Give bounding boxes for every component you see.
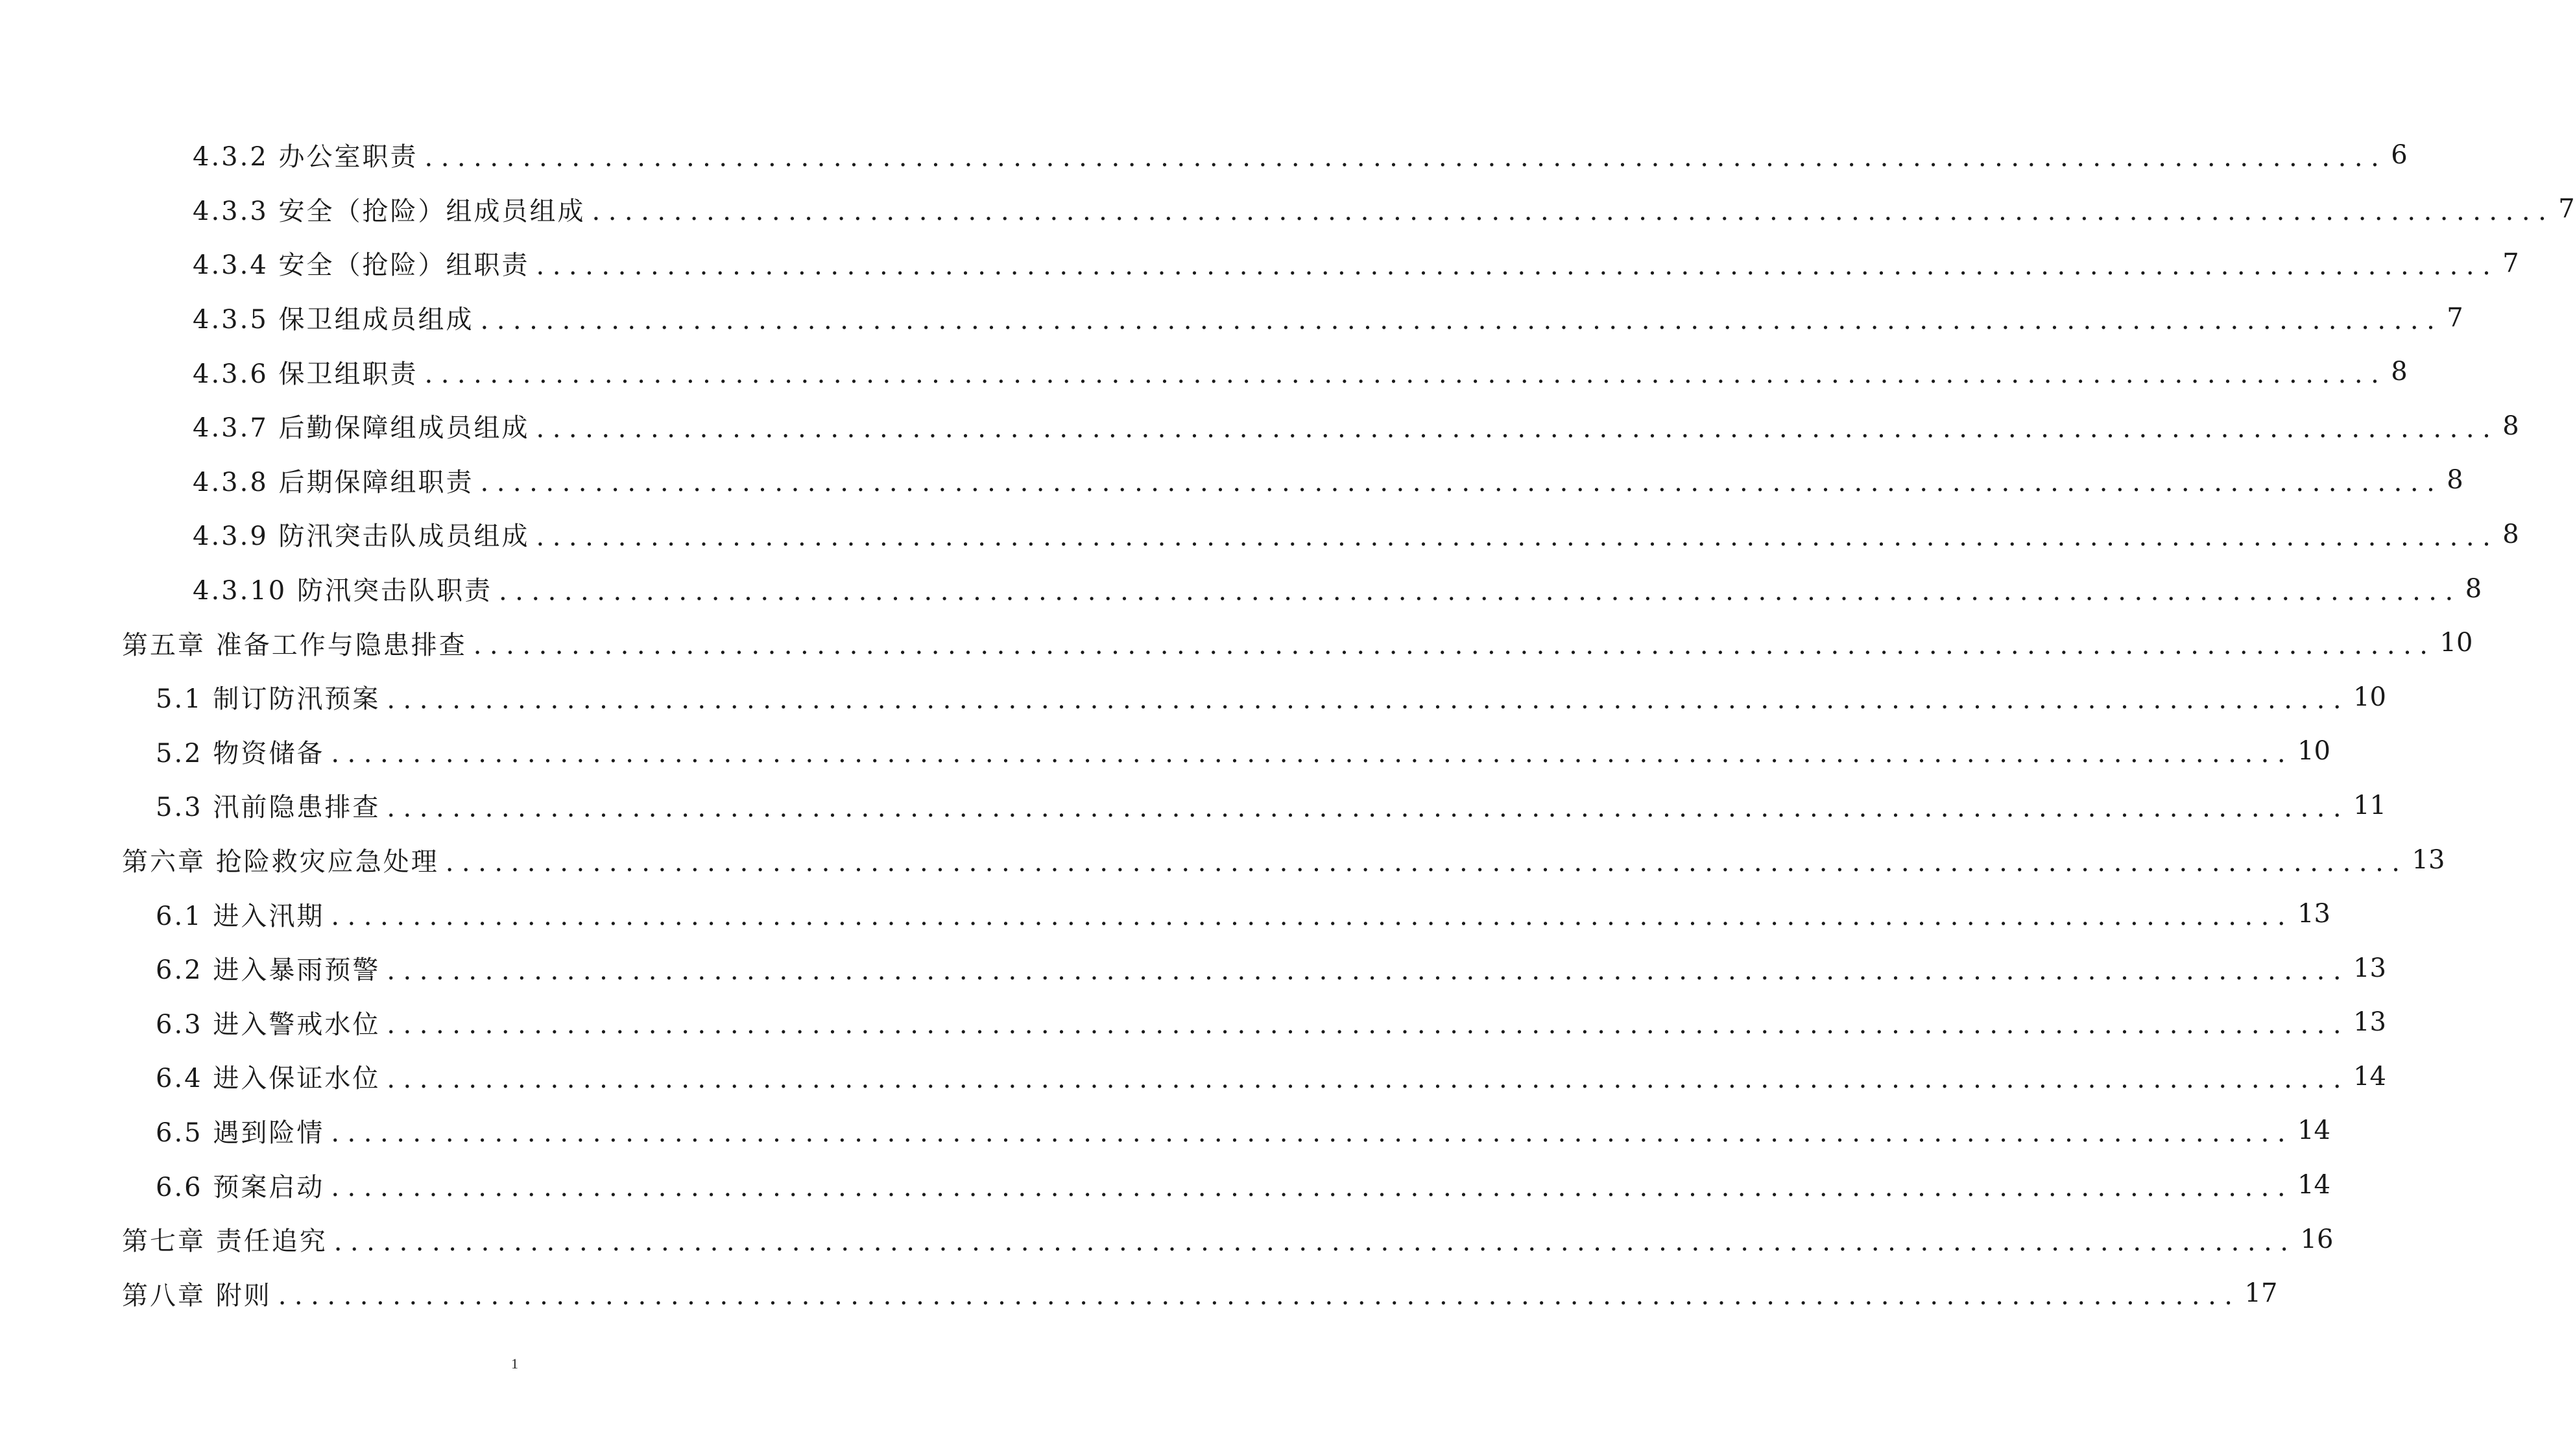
toc-dot-leader: ........................................................................................................................: [536, 250, 2499, 281]
page-number: 1: [511, 1355, 518, 1372]
toc-entry-page: 14: [2297, 1116, 2331, 1146]
toc-entry-page: 14: [2297, 1170, 2331, 1200]
toc-entry-title: 6.1 进入汛期: [156, 901, 325, 931]
table-of-contents: [0, 128, 2575, 1320]
toc-dot-leader: ........................................................................................................................: [424, 359, 2388, 390]
toc-entry-page: 10: [2353, 682, 2387, 712]
toc-dot-leader: ........................................................................................................................: [387, 1064, 2350, 1094]
toc-entry[interactable]: [0, 778, 2387, 833]
toc-entry-page: 10: [2297, 736, 2331, 767]
toc-entry-page: 13: [2353, 953, 2387, 983]
toc-entry[interactable]: [0, 1104, 2331, 1158]
toc-dot-leader: ........................................................................................................................: [592, 197, 2555, 227]
toc-entry[interactable]: [0, 941, 2387, 996]
toc-entry[interactable]: [0, 670, 2387, 724]
toc-entry-page: 7: [2558, 194, 2575, 224]
toc-entry-page: 14: [2353, 1061, 2387, 1092]
toc-dot-leader: ........................................................................................................................: [387, 793, 2350, 823]
toc-entry[interactable]: [0, 1212, 2334, 1267]
toc-entry[interactable]: [0, 182, 2575, 237]
toc-dot-leader: ........................................................................................................................: [331, 1118, 2294, 1149]
toc-entry[interactable]: [0, 507, 2519, 562]
toc-dot-leader: ........................................................................................................................: [473, 630, 2436, 661]
toc-entry[interactable]: [0, 236, 2519, 291]
toc-entry[interactable]: [0, 291, 2463, 345]
toc-entry-title: 第五章 准备工作与隐患排查: [122, 630, 467, 660]
toc-entry-page: 7: [2502, 248, 2519, 278]
toc-dot-leader: ........................................................................................................................: [480, 305, 2443, 335]
toc-entry-title: 6.5 遇到险情: [156, 1117, 325, 1148]
toc-entry[interactable]: [0, 615, 2473, 670]
toc-entry[interactable]: [0, 128, 2408, 182]
toc-entry[interactable]: [0, 1266, 2278, 1320]
toc-entry[interactable]: [0, 833, 2445, 887]
toc-dot-leader: ........................................................................................................................: [387, 1010, 2350, 1040]
toc-entry-page: 11: [2353, 790, 2387, 820]
toc-entry[interactable]: [0, 724, 2331, 779]
toc-dot-leader: ........................................................................................................................: [536, 521, 2499, 552]
toc-dot-leader: ........................................................................................................................: [387, 955, 2350, 986]
toc-entry-title: 4.3.2 办公室职责: [193, 142, 418, 173]
toc-dot-leader: ........................................................................................................................: [331, 901, 2294, 932]
toc-entry-page: 16: [2300, 1224, 2334, 1254]
toc-entry-title: 4.3.4 安全（抢险）组职责: [193, 250, 530, 281]
toc-entry-title: 6.4 进入保证水位: [156, 1064, 381, 1094]
toc-entry-page: 8: [2502, 411, 2519, 441]
toc-entry-page: 8: [2502, 519, 2519, 549]
toc-entry[interactable]: [0, 399, 2519, 453]
toc-entry-title: 6.2 进入暴雨预警: [156, 955, 381, 986]
toc-entry-title: 5.2 物资储备: [156, 738, 325, 769]
toc-dot-leader: ........................................................................................................................: [480, 468, 2443, 498]
toc-dot-leader: ........................................................................................................................: [424, 142, 2388, 173]
toc-entry-title: 4.3.6 保卫组职责: [193, 359, 418, 389]
toc-entry[interactable]: [0, 344, 2408, 399]
toc-entry-title: 4.3.10 防汛突击队职责: [193, 576, 492, 606]
toc-entry-page: 13: [2412, 844, 2445, 875]
toc-dot-leader: ........................................................................................................................: [498, 576, 2461, 606]
toc-dot-leader: ........................................................................................................................: [387, 684, 2350, 715]
toc-entry-page: 8: [2447, 465, 2463, 495]
toc-entry-title: 5.3 汛前隐患排查: [156, 793, 381, 823]
toc-dot-leader: ........................................................................................................................: [331, 1173, 2294, 1203]
toc-entry-title: 6.3 进入警戒水位: [156, 1009, 381, 1040]
toc-entry-page: 8: [2465, 573, 2482, 604]
toc-entry[interactable]: [0, 1158, 2331, 1212]
toc-dot-leader: ........................................................................................................................: [536, 413, 2499, 444]
toc-entry-page: 10: [2439, 628, 2473, 658]
toc-entry-title: 4.3.7 后勤保障组成员组成: [193, 413, 530, 444]
toc-entry-title: 第六章 抢险救灾应急处理: [122, 847, 439, 877]
toc-entry-page: 13: [2297, 899, 2331, 929]
toc-dot-leader: ........................................................................................................................: [278, 1281, 2241, 1311]
toc-entry-title: 5.1 制订防汛预案: [156, 684, 381, 715]
toc-entry-page: 13: [2353, 1007, 2387, 1038]
toc-dot-leader: ........................................................................................................................: [331, 739, 2294, 769]
toc-entry-title: 4.3.3 安全（抢险）组成员组成: [193, 196, 586, 226]
toc-dot-leader: ........................................................................................................................: [445, 847, 2408, 877]
toc-entry-page: 6: [2391, 139, 2408, 170]
toc-entry-title: 6.6 预案启动: [156, 1172, 325, 1202]
toc-entry[interactable]: [0, 562, 2482, 616]
toc-entry-page: 8: [2391, 357, 2408, 387]
toc-entry-title: 4.3.8 后期保障组职责: [193, 467, 474, 497]
toc-entry-title: 第七章 责任追究: [122, 1226, 328, 1257]
toc-entry[interactable]: [0, 887, 2331, 941]
toc-entry-title: 4.3.5 保卫组成员组成: [193, 305, 474, 335]
toc-entry-title: 4.3.9 防汛突击队成员组成: [193, 521, 530, 552]
toc-entry[interactable]: [0, 453, 2463, 508]
toc-entry-page: 7: [2447, 302, 2463, 333]
toc-entry-page: 17: [2244, 1278, 2278, 1309]
toc-dot-leader: ........................................................................................................................: [333, 1226, 2297, 1257]
toc-entry-title: 第八章 附则: [122, 1280, 272, 1311]
toc-entry[interactable]: [0, 1049, 2387, 1104]
toc-entry[interactable]: [0, 996, 2387, 1050]
